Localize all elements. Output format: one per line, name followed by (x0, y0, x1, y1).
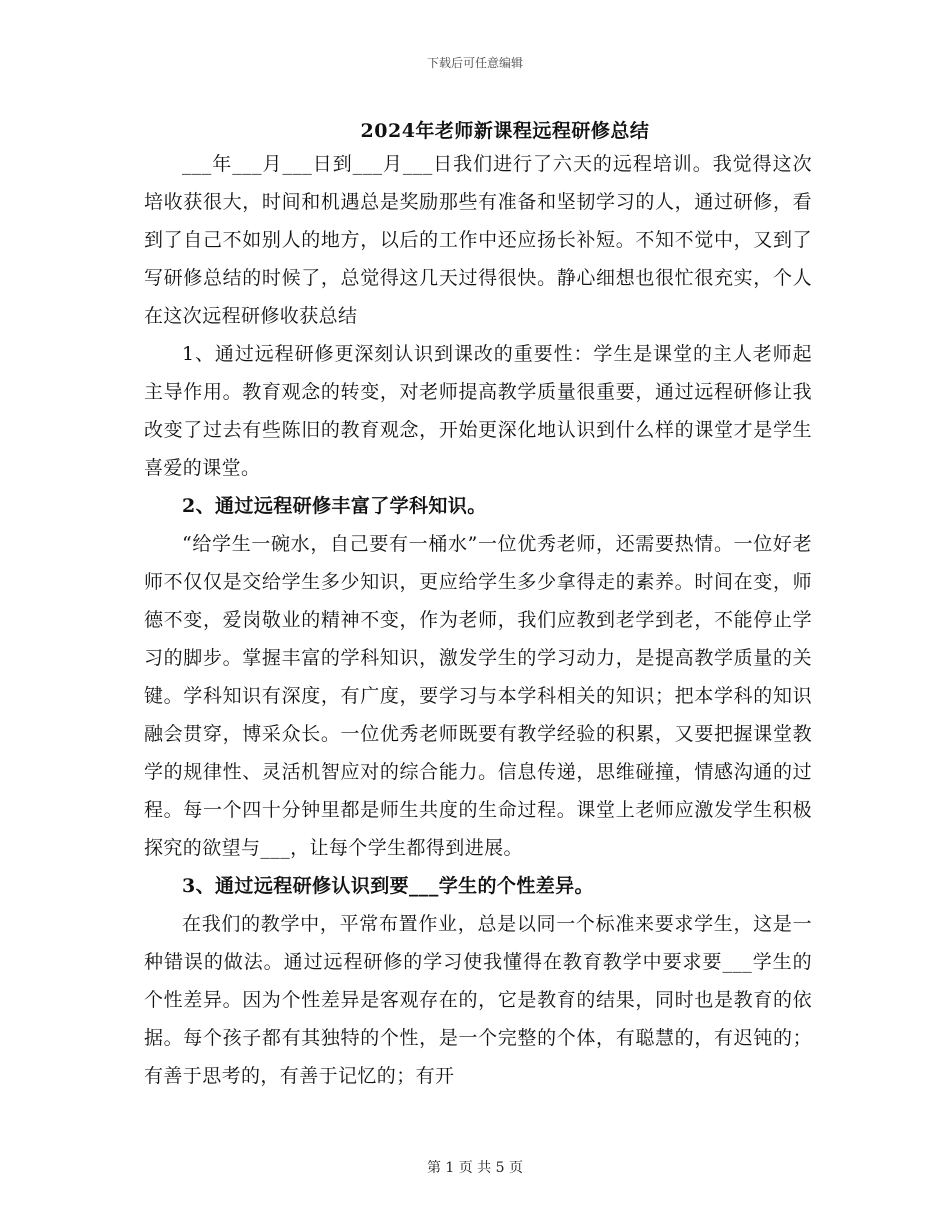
intro-paragraph: ___年___月___日到___月___日我们进行了六天的远程培训。我觉得这次培收获很大，时间和机遇总是奖励那些有准备和坚韧学习的人，通过研修，看到了自己不如别人的地方，以后的工作中还应扬长补短。不知不觉中，又到了写研修总结的时候了，总觉得这几天过得很快。静心细想也很忙很充实，个人在这次远程研修收获总结 (144, 153, 812, 327)
document-title: 2024年老师新课程远程研修总结 (360, 120, 650, 142)
section-3-heading: 3、通过远程研修认识到要___学生的个性差异。 (182, 875, 594, 897)
section-3-paragraph: 在我们的教学中，平常布置作业，总是以同一个标准来要求学生，这是一种错误的做法。通过远程研修的学习使我懂得在教育教学中要求要___学生的个性差异。因为个性差异是客观存在的，它是教育的结果，同时也是教育的依据。每个孩子都有其独特的个性，是一个完整的个体，有聪慧的，有迟钝的；有善于思考的，有善于记忆的；有开 (144, 913, 812, 1087)
point-1-paragraph: 1、通过远程研修更深刻认识到课改的重要性：学生是课堂的主人老师起主导作用。教育观念的转变，对老师提高教学质量很重要，通过远程研修让我改变了过去有些陈旧的教育观念，开始更深化地认识到什么样的课堂才是学生喜爱的课堂。 (144, 343, 812, 479)
page-number: 第 1 页 共 5 页 (426, 1160, 524, 1176)
page-header: 下载后可任意编辑 (426, 56, 523, 70)
document-body (144, 145, 812, 1095)
section-2-paragraph: “给学生一碗水，自己要有一桶水”一位优秀老师，还需要热情。一位好老师不仅仅是交给学生多少知识，更应给学生多少拿得走的素养。时间在变，师德不变，爱岗敬业的精神不变，作为老师，我们应教到老学到老，不能停止学习的脚步。掌握丰富的学科知识，激发学生的学习动力，是提高教学质量的关键。学科知识有深度，有广度，要学习与本学科相关的知识；把本学科的知识融会贯穿，博采众长。一位优秀老师既要有教学经验的积累，又要把握课堂教学的规律性、灵活机智应对的综合能力。信息传递，思维碰撞，情感沟通的过程。每一个四十分钟里都是师生共度的生命过程。课堂上老师应激发学生积极探究的欲望与___，让每个学生都得到进展。 (144, 533, 812, 859)
section-2-heading: 2、通过远程研修丰富了学科知识。 (182, 495, 487, 517)
